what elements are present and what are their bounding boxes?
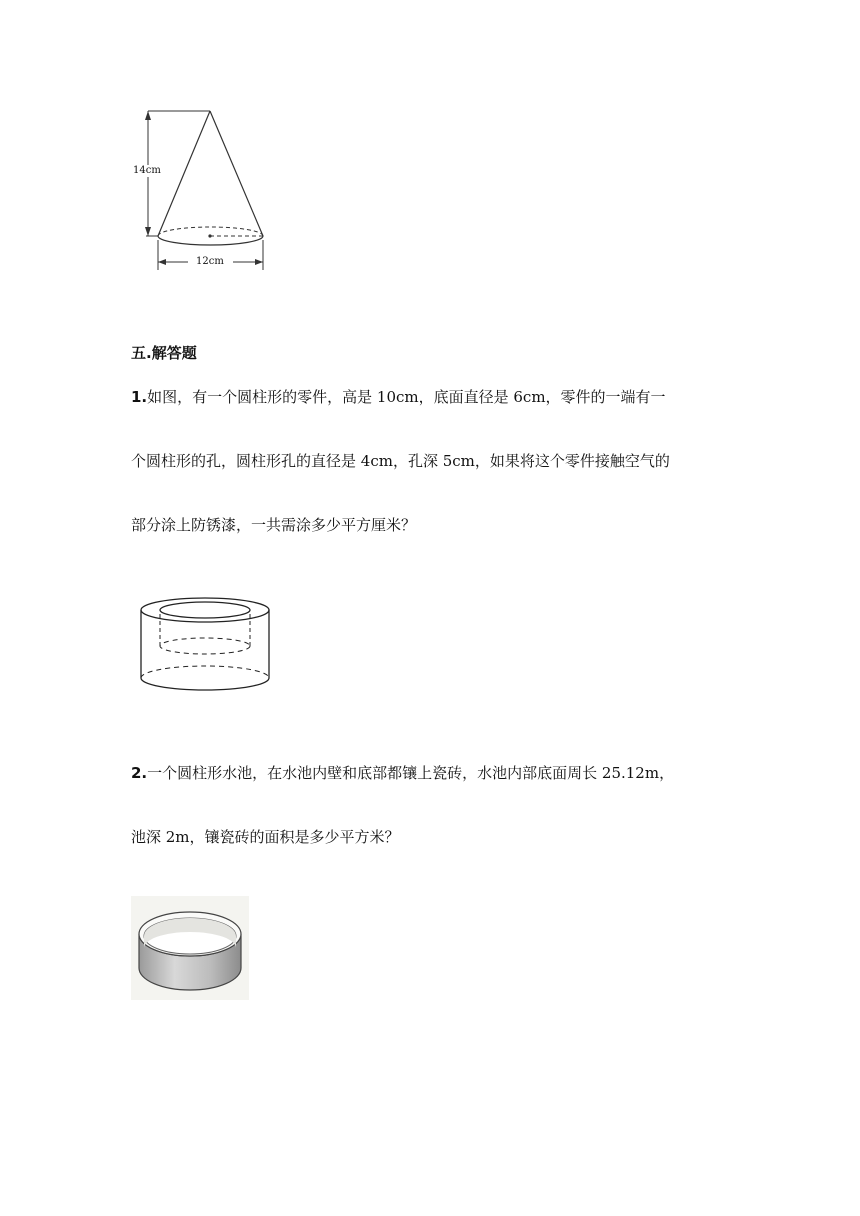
cone-figure xyxy=(128,100,278,280)
question-2-text-1: 一个圆柱形水池，在水池内壁和底部都镶上瓷砖，水池内部底面周长 25.12m， xyxy=(147,764,675,782)
cone-diameter-label: 12cm xyxy=(196,256,224,267)
question-1-number: 1. xyxy=(131,388,148,406)
cylinder-part-figure xyxy=(130,592,280,702)
question-2-number: 2. xyxy=(131,764,148,782)
pool-ring-figure xyxy=(131,896,249,1000)
cone-height-label: 14cm xyxy=(133,165,161,176)
question-1-line-2: 个圆柱形的孔，圆柱形孔的直径是 4cm，孔深 5cm，如果将这个零件接触空气的 xyxy=(131,452,670,470)
question-1-line-3: 部分涂上防锈漆，一共需涂多少平方厘米？ xyxy=(131,516,417,534)
section-title: 五.解答题 xyxy=(131,344,197,362)
question-2-line-1 xyxy=(131,762,674,783)
question-1-line-1 xyxy=(131,386,666,407)
question-2-line-2: 池深 2m，镶瓷砖的面积是多少平方米？ xyxy=(131,828,400,846)
question-1-text-1: 如图，有一个圆柱形的零件，高是 10cm，底面直径是 6cm，零件的一端有一 xyxy=(147,388,666,406)
